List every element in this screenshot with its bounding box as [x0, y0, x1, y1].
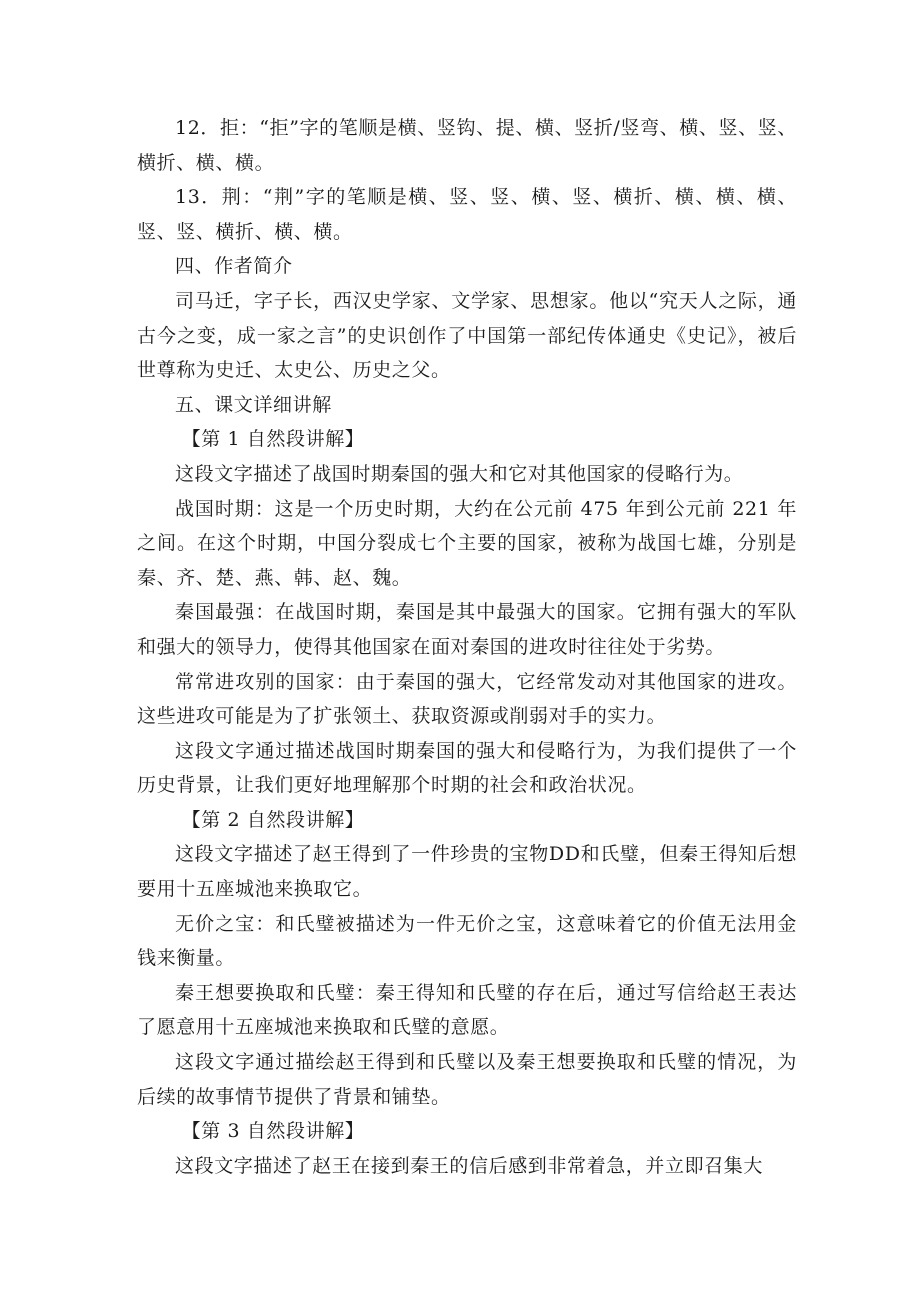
p1-conclusion: 这段文字通过描述战国时期秦国的强大和侵略行为，为我们提供了一个历史背景，让我们更好地理解那个时期的社会和政治状况。 [137, 739, 797, 797]
author-intro: 司马迁，字子长，西汉史学家、文学家、思想家。他以“究天人之际，通古今之变，成一家之言”的史识创作了中国第一部纪传体通史《史记》，被后世尊称为史迁、太史公、历史之父。 [137, 289, 797, 382]
p1-attacks: 常常进攻别的国家：由于秦国的强大，它经常发动对其他国家的进攻。这些进攻可能是为了扩张领土、获取资源或削弱对手的实力。 [137, 670, 797, 728]
p1-qin-strongest: 秦国最强：在战国时期，秦国是其中最强大的国家。它拥有强大的军队和强大的领导力，使得其他国家在面对秦国的进攻时往往处于劣势。 [137, 601, 797, 658]
paragraph-2-title: 【第 2 自然段讲解】 [181, 808, 365, 831]
stroke-order-12: 12．拒：“拒”字的笔顺是横、竖钩、提、横、竖折/竖弯、横、竖、竖、横折、横、横。 [137, 117, 797, 174]
paragraph-1-title: 【第 1 自然段讲解】 [181, 428, 365, 451]
stroke-order-13: 13．荆：“荆”字的笔顺是横、竖、竖、横、竖、横折、横、横、横、竖、竖、横折、横、横。 [137, 186, 797, 243]
paragraph-3-title: 【第 3 自然段讲解】 [181, 1120, 365, 1143]
section-4-title: 四、作者简介 [175, 255, 293, 278]
p2-summary: 这段文字描述了赵王得到了一件珍贵的宝物DD和氏璧，但秦王得知后想要用十五座城池来换取它。 [137, 843, 797, 901]
document-page [137, 111, 797, 1183]
p2-priceless: 无价之宝：和氏璧被描述为一件无价之宝，这意味着它的价值无法用金钱来衡量。 [137, 912, 797, 970]
p1-summary: 这段文字描述了战国时期秦国的强大和它对其他国家的侵略行为。 [175, 462, 744, 485]
p2-exchange: 秦王想要换取和氏璧：秦王得知和氏璧的存在后，通过写信给赵王表达了愿意用十五座城池来换取和氏璧的意愿。 [137, 981, 797, 1039]
p1-warring-states: 战国时期：这是一个历史时期，大约在公元前 475 年到公元前 221 年之间。在这个时期，中国分裂成七个主要的国家，被称为战国七雄，分别是秦、齐、楚、燕、韩、赵、魏。 [137, 497, 797, 589]
p3-summary: 这段文字描述了赵王在接到秦王的信后感到非常着急，并立即召集大 [175, 1154, 764, 1177]
p2-conclusion: 这段文字通过描绘赵王得到和氏璧以及秦王想要换取和氏璧的情况，为后续的故事情节提供了背景和铺垫。 [137, 1051, 797, 1108]
section-5-title: 五、课文详细讲解 [175, 393, 332, 416]
